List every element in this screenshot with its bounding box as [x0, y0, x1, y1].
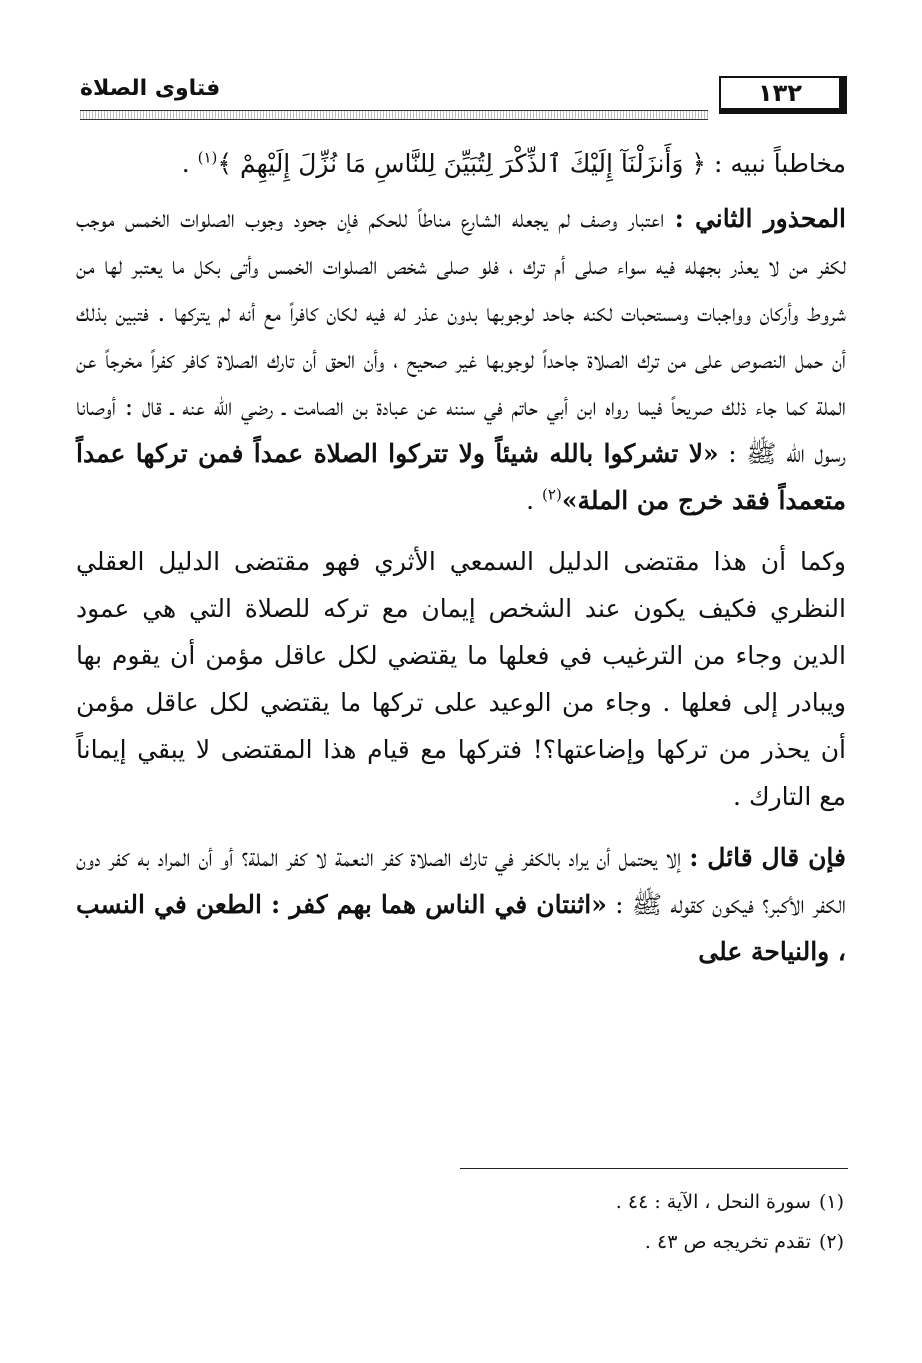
p1-end: . — [181, 149, 190, 178]
p4-heading: فإن قال قائل : — [689, 843, 847, 872]
paragraph-1 — [76, 140, 846, 187]
header-rule — [80, 110, 708, 120]
p2-end: . — [526, 486, 535, 515]
running-title: فتاوى الصلاة — [80, 76, 221, 101]
footnote-ref-1: (١) — [197, 148, 218, 167]
footnote-number: (٢) — [818, 1231, 844, 1253]
p3-text: وكما أن هذا مقتضى الدليل السمعي الأثري فهو مقتضى الدليل العقلي النظري فكيف يكون عند الشخص إيمان مع تركه للصلاة التي هي عمود الدين وجاء من الترغيب في فعلها ما يقتضي لكل عاقل مؤمن أن يقوم بها ويبادر إلى فعلها . وجاء من الوعيد على تركها ما يقتضي لكل عاقل مؤمن أن يحذر من تركها وإضاعتها؟! فتركها مع قيام هذا المقتضى لا يبقي إيماناً مع التارك . — [76, 547, 846, 811]
footnote-separator — [460, 1168, 848, 1169]
footnote-text: سورة النحل ، الآية : ٤٤ . — [615, 1191, 811, 1213]
p4-hadith: «اثنتان في الناس هما بهم كفر : الطعن في النسب ، والنياحة على — [76, 890, 846, 966]
p4-text: إلا يحتمل أن يراد بالكفر في تارك الصلاة كفر النعمة لا كفر الملة؟ أو أن المراد به كفر دون الكفر الأكبر؟ فيكون كقوله ﷺ : — [76, 843, 846, 919]
main-text — [76, 140, 846, 989]
p2-hadith: «لا تشركوا بالله شيئاً ولا تتركوا الصلاة عمداً فمن تركها عمداً متعمداً فقد خرج من الملة» — [76, 439, 846, 515]
footnotes — [144, 1182, 844, 1262]
paragraph-4 — [76, 834, 846, 975]
footnote-1 — [144, 1182, 844, 1222]
p2-text: اعتبار وصف لم يجعله الشارع مناطاً للحكم فإن جحود وجوب الصلوات الخمس موجب لكفر من لا يعذر بجهله فيه سواء صلى أم ترك ، فلو صلى شخص الصلوات الخمس وأتى بكل ما يعتبر لها من شروط وأركان وواجبات ومستحبات لكنه جاحد لوجوبها بدون عذر له فيه لكان كافراً مع أنه لم يتركها . فتبين بذلك أن حمل النصوص على من ترك الصلاة جاحداً لوجوبها غير صحيح ، وأن الحق أن تارك الصلاة كافر كفراً مخرجاً عن الملة كما جاء ذلك صريحاً فيما رواه ابن أبي حاتم في سننه عن عبادة بن الصامت ـ رضي الله عنه ـ قال : أوصانا رسول الله ﷺ : — [76, 204, 846, 468]
quran-verse: ﴿ وَأَنزَلْنَآ إِلَيْكَ ٱلذِّكْرَ لِتُبَيِّنَ لِلنَّاسِ مَا نُزِّلَ إِلَيْهِمْ ﴾ — [217, 149, 707, 178]
footnote-text: تقدم تخريجه ص ٤٣ . — [644, 1231, 811, 1253]
paragraph-3 — [76, 538, 846, 820]
page-number: ١٣٢ — [719, 76, 847, 114]
page-header — [80, 72, 865, 130]
footnote-ref-2: (٢) — [542, 485, 562, 504]
p2-heading: المحذور الثاني : — [674, 204, 847, 233]
footnote-2 — [144, 1222, 844, 1262]
footnote-number: (١) — [818, 1191, 844, 1213]
p1-lead: مخاطباً نبيه : — [714, 149, 846, 178]
paragraph-2 — [76, 195, 846, 524]
